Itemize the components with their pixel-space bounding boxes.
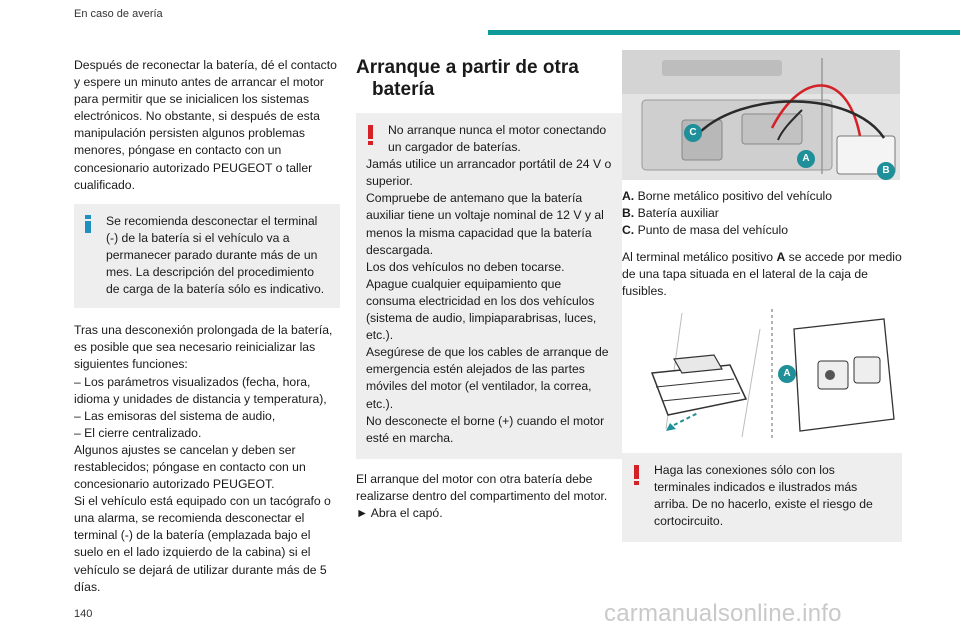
paragraph-terminal-access: Al terminal metálico positivo A se accede por medio de una tapa situada en el lateral de la caja de fusibles.	[622, 250, 902, 299]
badge-a-fusebox: A	[778, 365, 796, 383]
warning-line: No arranque nunca el motor conectando un cargador de baterías.	[388, 123, 607, 155]
warning-line: Asegúrese de que los cables de arranque de emergencia estén alejados de las partes móviles del motor (el ventilador, la correa, etc.).	[366, 345, 609, 411]
paragraph-line: – Las emisoras del sistema de audio,	[74, 408, 276, 423]
info-icon	[85, 215, 91, 233]
paragraph-line: – Los parámetros visualizados (fecha, hora, idioma y unidades de distancia y temperatura),	[74, 374, 327, 406]
fusebox-drawing	[622, 309, 900, 439]
watermark: carmanualsonline.info	[604, 600, 842, 627]
section-title	[356, 57, 622, 101]
column-middle	[356, 57, 622, 522]
paragraph-line: Tras una desconexión prolongada de la batería, es posible que sea necesario reinicializar las siguientes funciones:	[74, 323, 333, 372]
badge-a: A	[797, 150, 815, 168]
warning-line: Los dos vehículos no deben tocarse.	[366, 259, 565, 274]
paragraph-line: Algunos ajustes se cancelan y deben ser restablecidos; póngase en contacto con un concesionario autorizado PEUGEOT.	[74, 442, 306, 492]
column-right	[622, 50, 902, 554]
warning-line: No desconecte el borne (+) cuando el motor esté en marcha.	[366, 413, 605, 445]
warning-icon	[633, 465, 640, 485]
section-title-line1: Arranque a partir de otra	[356, 57, 579, 78]
info-text: Se recomienda desconectar el terminal (-) de la batería si el vehículo va a permanecer parado durante más de un mes. La descripción del procedimiento de carga de la batería sólo es indicativo.	[106, 213, 325, 297]
paragraph-jumpstart: El arranque del motor con otra batería debe realizarse dentro del compartimento del motor.	[356, 471, 608, 503]
warning-line: Apague cualquier equipamiento que consuma electricidad en los dos vehículos (sistema de audio, limpiaparabrisas, luces, etc.).	[366, 276, 597, 343]
warning-text: Haga las conexiones sólo con los terminales indicados e ilustrados más arriba. De no hacerlo, existe el riesgo de cortocircuito.	[654, 462, 873, 528]
legend-item: C. Punto de masa del vehículo	[622, 223, 788, 238]
legend-item: A. Borne metálico positivo del vehículo	[622, 189, 833, 203]
warning-line: Jamás utilice un arrancador portátil de 24 V o superior.	[366, 157, 612, 189]
step-open-hood: ► Abra el capó.	[356, 505, 443, 520]
paragraph-line: Si el vehículo está equipado con un tacógrafo o una alarma, se recomienda desconectar el terminal (-) de la batería (emplazada bajo el suelo en el lado izquierdo de la cabina) si el vehículo se dejará de utilizar durante más de 5 días.	[74, 494, 331, 594]
paragraph-reconnect: Después de reconectar la batería, dé el contacto y espere un minuto antes de arrancar el motor para permitir que se inicialicen los sistemas electrónicos. No obstante, si después de esta manipulación persisten algunos problemas menores, póngase en contacto con un concesionario autorizado PEUGEOT o taller cualificado.	[74, 58, 337, 192]
header-accent-bar	[488, 30, 960, 35]
column-left	[74, 57, 340, 596]
legend-item: B. Batería auxiliar	[622, 206, 719, 221]
section-title-line2: batería	[372, 79, 435, 100]
page-number: 140	[74, 608, 93, 620]
badge-b: B	[877, 162, 895, 180]
warning-box-short-circuit	[622, 453, 902, 542]
info-box	[74, 204, 340, 308]
warning-icon	[367, 125, 374, 145]
engine-bay-drawing	[622, 50, 900, 180]
warning-line: Compruebe de antemano que la batería auxiliar tiene un voltaje nominal de 12 V y al menos la misma capacidad que la batería descargada.	[366, 191, 604, 257]
legend	[622, 188, 902, 239]
fusebox-illustration	[622, 309, 900, 439]
engine-bay-illustration	[622, 50, 900, 180]
warning-box	[356, 113, 622, 459]
paragraph-line: – El cierre centralizado.	[74, 425, 202, 440]
header-title: En caso de avería	[74, 8, 163, 20]
badge-c: C	[684, 124, 702, 142]
